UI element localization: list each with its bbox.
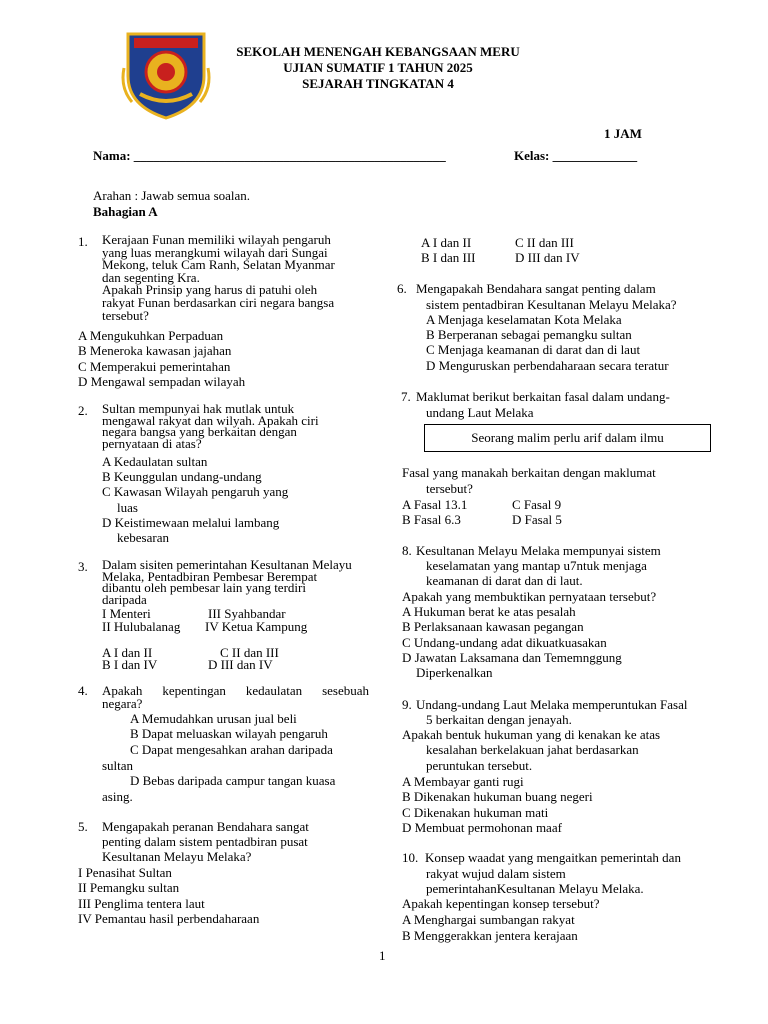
q8-question: Apakah yang membuktikan pernyataan tersebut? <box>402 589 657 604</box>
option: B Berperanan sebagai pemangku sultan <box>426 327 632 343</box>
word: Apakah <box>102 683 143 698</box>
option: A Hukuman berat ke atas pesalah <box>402 604 576 619</box>
q7-question: Fasal yang manakah berkaitan dengan maklumat <box>402 465 656 480</box>
q9-options <box>402 774 593 835</box>
option: C Dapat mengesahkan arahan daripada <box>130 742 333 757</box>
option: C Menjaga keamanan di darat dan di laut <box>426 342 641 358</box>
q3-number: 3. <box>78 559 88 574</box>
q2-line: mengawal rakyat dan wilyah. Apakah ciri <box>102 412 319 428</box>
option: B Meneroka kawasan jajahan <box>78 343 232 359</box>
subject-title: SEJARAH TINGKATAN 4 <box>302 75 454 91</box>
q1-line: yang luas merangkumi wilayah dari Sungai <box>102 244 328 260</box>
option: B Menggerakkan jentera kerajaan <box>402 928 578 943</box>
q5-number: 5. <box>78 819 88 834</box>
word: kedaulatan <box>245 683 303 698</box>
q5-item: IV Pemantau hasil perbendaharaan <box>78 910 260 926</box>
page-number: 1 <box>379 948 386 963</box>
option: A Fasal 13.1 <box>402 497 468 512</box>
option: D Keistimewaan melalui lambang <box>102 514 280 530</box>
q9-line: 5 berkaitan dengan jenayah. <box>426 712 572 727</box>
q6-line: Mengapakah Bendahara sangat penting dalam <box>416 281 656 296</box>
q9-question: Apakah bentuk hukuman yang di kenakan ke atas <box>402 727 661 742</box>
option: D III dan IV <box>515 250 580 265</box>
q10-question: Apakah kepentingan konsep tersebut? <box>402 896 600 911</box>
q5-item: III Penglima tentera laut <box>78 895 205 911</box>
q8-line: keselamatan yang mantap u7ntuk menjaga <box>426 558 647 573</box>
q2-line: Sultan mempunyai hak mutlak untuk <box>102 401 295 416</box>
q1-stem <box>102 234 335 322</box>
q3-item: IV Ketua Kampung <box>205 619 308 634</box>
q4-number: 4. <box>78 683 88 698</box>
q5-stem <box>102 819 309 864</box>
option: A Mengukuhkan Perpaduan <box>78 328 224 343</box>
option: D Bebas daripada campur tangan kuasa <box>130 773 336 788</box>
option: D III dan IV <box>208 657 273 672</box>
q5-items <box>78 865 259 926</box>
q10-number: 10. <box>402 850 419 865</box>
q1-line: Kerajaan Funan memiliki wilayah pengaruh <box>102 232 331 247</box>
word: sesebuah <box>322 683 369 698</box>
q10-line: Konsep waadat yang mengaitkan pemerintah dan <box>425 850 681 865</box>
option: asing. <box>102 789 133 804</box>
option: C Undang-undang adat dikuatkuasakan <box>402 634 607 650</box>
q3-line: Dalam sisiten pemerintahan Kesultanan Melayu <box>102 557 352 572</box>
q8-line: keamanan di darat dan di laut. <box>426 573 583 588</box>
q7-number: 7. <box>401 389 411 404</box>
q5-line: Mengapakah peranan Bendahara sangat <box>102 819 309 834</box>
q10-line: rakyat wujud dalam sistem <box>426 866 566 881</box>
option: A Membayar ganti rugi <box>402 774 524 789</box>
exam-title: UJIAN SUMATIF 1 TAHUN 2025 <box>283 59 473 75</box>
option: B Perlaksanaan kawasan pegangan <box>402 619 584 635</box>
q3-item: II Hulubalanag <box>102 619 181 634</box>
q6-number: 6. <box>397 281 407 296</box>
option: D Menguruskan perbendaharaan secara teratur <box>426 357 669 373</box>
q8-line: Kesultanan Melayu Melaka mempunyai sistem <box>416 543 661 558</box>
duration: 1 JAM <box>604 126 642 141</box>
option: D Jawatan Laksamana dan Tememnggung <box>402 649 622 665</box>
option: sultan <box>102 758 134 773</box>
option: A Memudahkan urusan jual beli <box>130 711 297 726</box>
q3-item: I Menteri <box>102 606 151 621</box>
q6-line: sistem pentadbiran Kesultanan Melayu Melaka? <box>426 297 677 312</box>
q3-item: III Syahbandar <box>208 606 286 621</box>
option: C Fasal 9 <box>512 497 562 512</box>
option: C Kawasan Wilayah pengaruh yang <box>102 484 289 500</box>
q2-stem <box>102 403 319 449</box>
q8-number: 8. <box>402 543 412 558</box>
option: D Membuat permohonan maaf <box>402 819 562 835</box>
q1-line: Apakah Prinsip yang harus di patuhi oleh <box>102 282 318 298</box>
option: C Memperakui pemerintahan <box>78 358 231 374</box>
q1-options <box>78 328 245 390</box>
q10-line: pemerintahanKesultanan Melayu Melaka. <box>426 881 644 896</box>
q8-options <box>402 604 622 680</box>
q6-options <box>426 312 669 373</box>
option: A I dan II <box>421 235 472 250</box>
option: B I dan IV <box>102 657 158 672</box>
option: B Dikenakan hukuman buang negeri <box>402 789 593 805</box>
option: C Dikenakan hukuman mati <box>402 804 549 820</box>
option: B Fasal 6.3 <box>402 512 461 527</box>
option: B Keunggulan undang-undang <box>102 469 262 485</box>
q2-number: 2. <box>78 403 88 418</box>
school-name: SEKOLAH MENENGAH KEBANGSAAN MERU <box>236 44 520 59</box>
q3-line: daripada <box>102 591 147 607</box>
option: C II dan III <box>515 235 574 250</box>
option: A I dan II <box>102 645 153 660</box>
q5-item: I Penasihat Sultan <box>78 865 172 880</box>
class-field: Kelas: _____________ <box>514 148 638 163</box>
q5-line: penting dalam sistem pentadbiran pusat <box>102 834 308 849</box>
q9-question: kesalahan berkelakuan jahat berdasarkan <box>426 742 639 757</box>
option: luas <box>117 499 138 515</box>
option: Diperkenalkan <box>416 665 493 681</box>
option: C II dan III <box>220 645 279 660</box>
q3-stem <box>102 559 352 605</box>
option: B Dapat meluaskan wilayah pengaruh <box>130 726 328 741</box>
q2-line: negara bangsa yang berkaitan dengan <box>102 424 297 439</box>
q1-number: 1. <box>78 234 88 249</box>
option: A Menjaga keselamatan Kota Melaka <box>426 312 622 327</box>
q9-line: Undang-undang Laut Melaka memperuntukan Fasal <box>416 697 688 712</box>
option: D Mengawal sempadan wilayah <box>78 374 246 390</box>
instructions: Arahan : Jawab semua soalan. <box>93 188 251 203</box>
q3-line: dibantu oleh pembesar lain yang terdiri <box>102 580 306 596</box>
option: A Kedaulatan sultan <box>102 454 208 469</box>
q2-line: pernyataan di atas? <box>102 435 202 451</box>
q1-line: tersebut? <box>102 307 149 323</box>
q1-line: rakyat Funan berdasarkan ciri negara bangsa <box>102 294 335 310</box>
q1-line: Mekong, teluk Cam Ranh, Selatan Myanmar <box>102 257 335 273</box>
word: kepentingan <box>162 683 226 698</box>
option: kebesaran <box>117 530 169 546</box>
q9-number: 9. <box>402 697 412 712</box>
section-title: Bahagian A <box>93 204 158 219</box>
q7-line: undang Laut Melaka <box>426 405 534 420</box>
q7-info-box: Seorang malim perlu arif dalam ilmu <box>424 424 711 452</box>
q5-item: II Pemangku sultan <box>78 880 180 896</box>
q3-line: Melaka, Pentadbiran Pembesar Berempat <box>102 568 318 584</box>
q2-options <box>102 454 288 545</box>
name-field: Nama: ________________________________________________ <box>93 148 446 163</box>
q4-stem-line2: negara? <box>102 696 143 711</box>
q5-line: Kesultanan Melayu Melaka? <box>102 849 252 864</box>
option: D Fasal 5 <box>512 512 562 527</box>
option: B I dan III <box>421 250 476 265</box>
q7-line: Maklumat berikut berkaitan fasal dalam undang- <box>416 389 670 404</box>
q9-question: peruntukan tersebut. <box>426 758 533 773</box>
option: A Menghargai sumbangan rakyat <box>402 912 575 927</box>
q7-question: tersebut? <box>426 481 473 496</box>
q1-line: dan segenting Kra. <box>102 269 200 285</box>
exam-header <box>200 44 556 92</box>
